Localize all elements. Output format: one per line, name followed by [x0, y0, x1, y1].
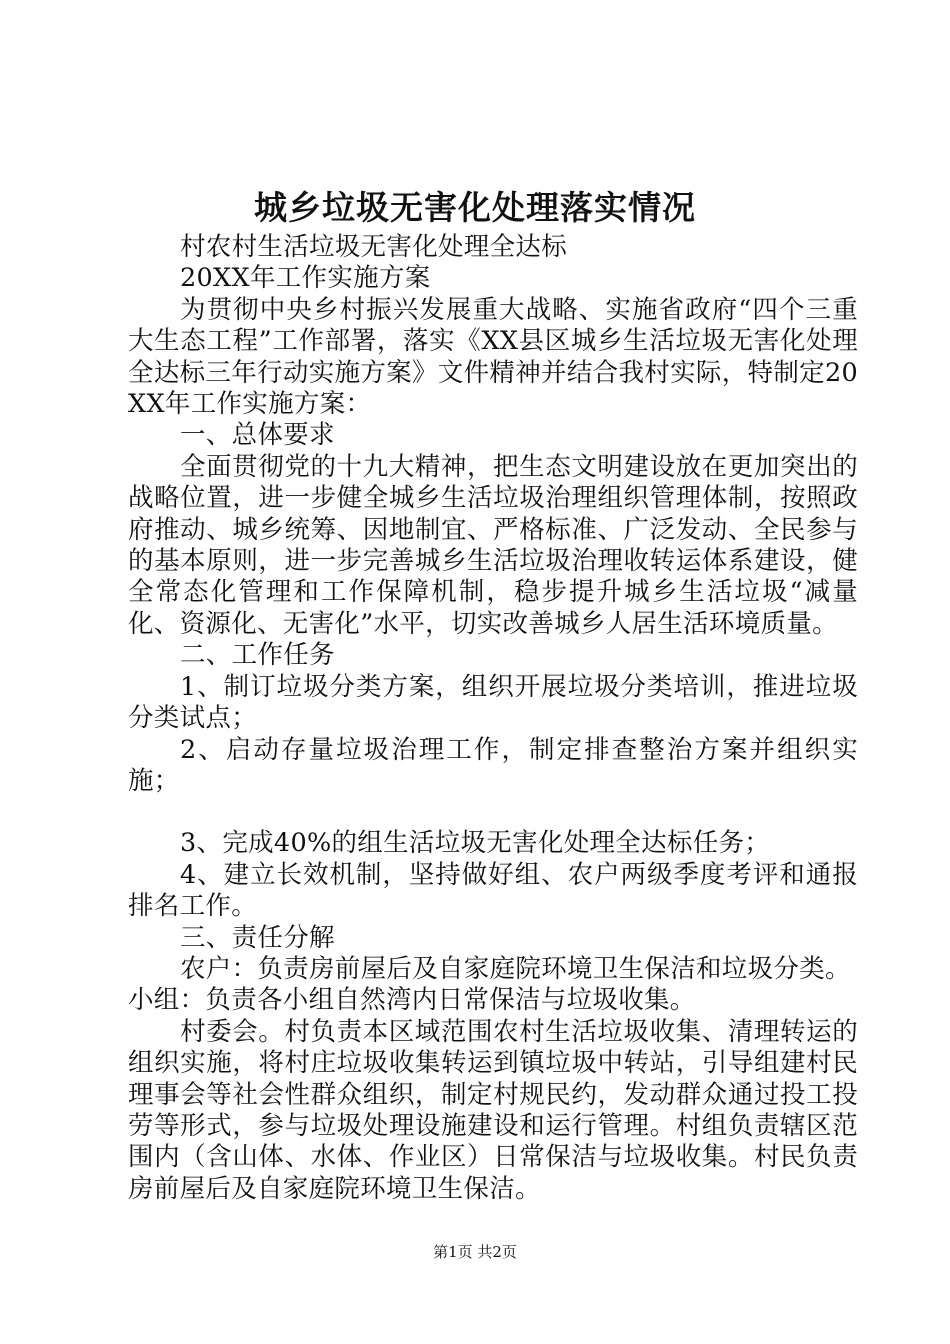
duty-groups: 小组：负责各小组自然湾内日常保洁与垃圾收集。 [128, 985, 696, 1016]
task-item-4: 4、建立长效机制，坚持做好组、农户两级季度考评和通报排名工作。 [128, 859, 858, 922]
general-requirements-paragraph: 全面贯彻党的十九大精神，把生态文明建设放在更加突出的战略位置，进一步健全城乡生活垃圾治理组织管理体制，按照政府推动、城乡统筹、因地制宜、严格标准、广泛发动、全民参与的基本原则，进一步完善城乡生活垃圾治理收转运体系建设，健全常态化管理和工作保障机制，稳步提升城乡生活垃圾“减量化、资源化、无害化”水平，切实改善城乡人居生活环境质量。 [128, 451, 858, 639]
task-item-3: 3、完成40%的组生活垃圾无害化处理全达标任务； [180, 828, 771, 859]
document-body [128, 232, 858, 1205]
section-heading-3: 三、责任分解 [180, 922, 335, 953]
subtitle-line-1: 村农村生活垃圾无害化处理全达标 [180, 232, 568, 262]
duty-farmers: 农户：负责房前屋后及自家庭院环境卫生保洁和垃圾分类。 [180, 953, 851, 984]
page-footer: 第1页 共2页 [433, 1243, 517, 1261]
task-item-2: 2、启动存量垃圾治理工作，制定排查整治方案并组织实施； [128, 734, 858, 796]
section-heading-1: 一、总体要求 [180, 420, 335, 451]
section-heading-2: 二、工作任务 [180, 640, 335, 671]
document-title: 城乡垃圾无害化处理落实情况 [254, 188, 696, 227]
subtitle-line-2: 20XX年工作实施方案 [180, 263, 431, 294]
duty-village-committee: 村委会。村负责本区域范围农村生活垃圾收集、清理转运的组织实施，将村庄垃圾收集转运到镇垃圾中转站，引导组建村民理事会等社会性群众组织，制定村规民约，发动群众通过投工投劳等形式，参与垃圾处理设施建设和运行管理。村组负责辖区范围内（含山体、水体、作业区）日常保洁与垃圾收集。村民负责房前屋后及自家庭院环境卫生保洁。 [128, 1016, 858, 1204]
intro-paragraph: 为贯彻中央乡村振兴发展重大战略、实施省政府“四个三重大生态工程”工作部署，落实《XX县区城乡生活垃圾无害化处理全达标三年行动实施方案》文件精神并结合我村实际，特制定20XX年工作实施方案： [128, 294, 858, 420]
task-item-1: 1、制订垃圾分类方案，组织开展垃圾分类培训，推进垃圾分类试点； [128, 671, 858, 734]
